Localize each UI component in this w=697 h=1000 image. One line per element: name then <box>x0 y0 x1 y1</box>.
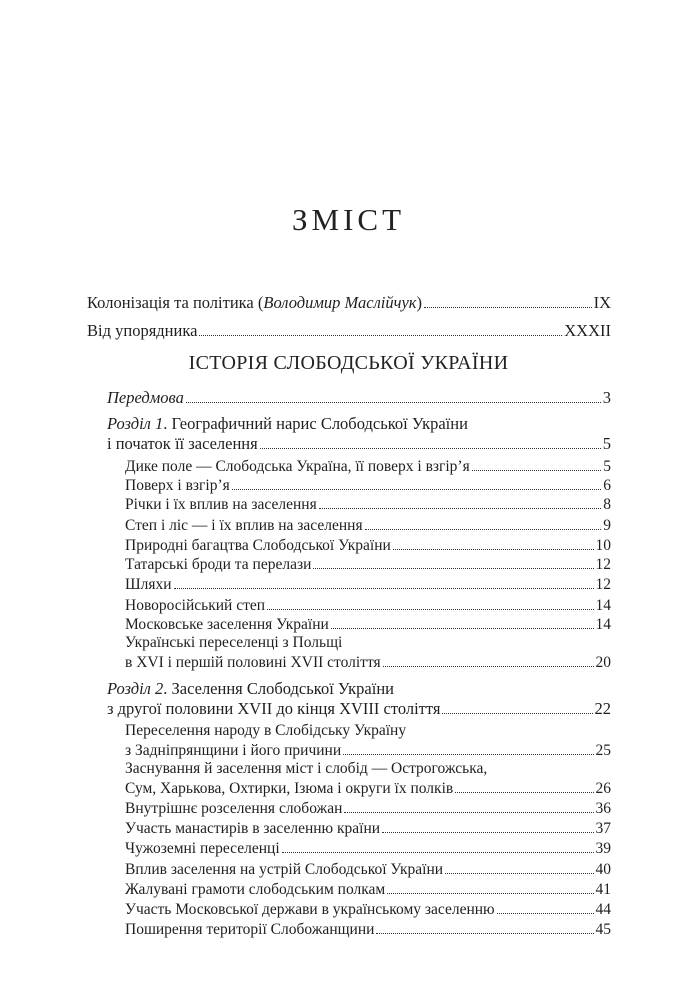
toc-entry-label: і початок її заселення <box>107 434 258 453</box>
leader-dots <box>186 388 601 403</box>
leader-dots <box>365 515 602 530</box>
toc-subentry[interactable]: Участь манастирів в заселенню країни 37 <box>125 820 611 837</box>
leader-dots <box>232 475 601 490</box>
toc-subentry[interactable]: Новоросійський степ 14 <box>125 597 611 614</box>
leader-dots <box>331 614 594 629</box>
toc-subentry[interactable]: в XVI і першій половині XVII століття 20 <box>125 654 611 671</box>
toc-entry-page: 22 <box>594 699 611 718</box>
leader-dots <box>282 838 594 853</box>
leader-dots <box>387 879 593 894</box>
leader-dots <box>455 778 593 793</box>
leader-dots <box>376 919 593 934</box>
toc-subentry[interactable]: Татарські броди та перелази 12 <box>125 556 611 573</box>
toc-subentry[interactable]: Дике поле — Слободська Україна, її поверх і взгір’я 5 <box>125 458 611 475</box>
leader-dots <box>199 321 562 336</box>
toc-subentry[interactable]: Поширення території Слобожанщини 45 <box>125 921 611 938</box>
toc-subentry[interactable]: Сум, Харькова, Охтирки, Ізюма і округи їх полків 26 <box>125 780 611 797</box>
leader-dots <box>497 899 594 914</box>
toc-subentry[interactable]: Внутрішнє розселення слобожан 36 <box>125 800 611 817</box>
leader-dots <box>424 293 592 308</box>
leader-dots <box>383 652 594 667</box>
leader-dots <box>267 595 593 610</box>
toc-subentry[interactable]: Московське заселення України 14 <box>125 616 611 633</box>
leader-dots <box>343 740 593 755</box>
leader-dots <box>393 535 594 550</box>
toc-entry-page: XXXII <box>564 321 611 340</box>
toc-entry-label: з другої половини XVII до кінця XVIII століття <box>107 699 441 718</box>
toc-subentry[interactable]: Степ і ліс — і їх вплив на заселення 9 <box>125 517 611 534</box>
toc-subentry[interactable]: Чужоземні переселенці 39 <box>125 840 611 857</box>
toc-subentry-line1[interactable]: Переселення народу в Слобідську Україну <box>125 722 407 739</box>
toc-entry-page: 5 <box>602 434 611 453</box>
toc-entry-label: Передмова <box>107 388 184 407</box>
toc-subentry[interactable]: Вплив заселення на устрій Слободської України 40 <box>125 861 611 878</box>
page-title: ЗМІСТ <box>291 202 406 237</box>
leader-dots <box>313 554 593 569</box>
leader-dots <box>344 798 593 813</box>
leader-dots <box>319 494 602 509</box>
leader-dots <box>382 818 593 833</box>
toc-subentry[interactable]: Шляхи 12 <box>125 576 611 593</box>
toc-subentry[interactable]: Жалувані грамоти слободським полкам 41 <box>125 881 611 898</box>
toc-subentry[interactable]: Поверх і взгір’я 6 <box>125 477 611 494</box>
leader-dots <box>260 434 601 449</box>
toc-subentry[interactable]: Річки і їх вплив на заселення 8 <box>125 496 611 513</box>
section-title: ІСТОРІЯ СЛОБОДСЬКОЇ УКРАЇНИ <box>188 352 509 374</box>
leader-dots <box>472 456 602 471</box>
leader-dots <box>442 699 592 714</box>
toc-subentry[interactable]: Природні багацтва Слободської України 10 <box>125 537 611 554</box>
leader-dots <box>174 574 594 589</box>
toc-subentry-line1[interactable]: Українські переселенці з Польщі <box>125 634 343 651</box>
chapter2-heading-line1[interactable]: Розділ 2. Заселення Слободської України <box>107 679 394 698</box>
toc-entry-page: IX <box>593 293 611 312</box>
toc-subentry-line1[interactable]: Заснування й заселення міст і слобід — Острогожська, <box>125 760 488 777</box>
toc-entry-compiler[interactable] <box>87 321 611 340</box>
toc-subentry[interactable]: Участь Московської держави в українському заселенню 44 <box>125 901 611 918</box>
toc-entry-label: Колонізація та політика (Володимир Маслійчук) <box>87 293 423 312</box>
toc-entry-label: Від упорядника <box>87 321 198 340</box>
toc-entry-page: 3 <box>602 388 611 407</box>
toc-entry-chapter1[interactable] <box>107 434 611 453</box>
toc-entry-colonization[interactable] <box>87 293 611 312</box>
chapter1-heading-line1[interactable]: Розділ 1. Географичний нарис Слободської України <box>107 414 468 433</box>
leader-dots <box>445 859 593 874</box>
toc-subentry[interactable]: з Задніпрянщини і його причини 25 <box>125 742 611 759</box>
toc-entry-chapter2[interactable] <box>107 699 611 718</box>
toc-entry-preface[interactable] <box>107 388 611 407</box>
